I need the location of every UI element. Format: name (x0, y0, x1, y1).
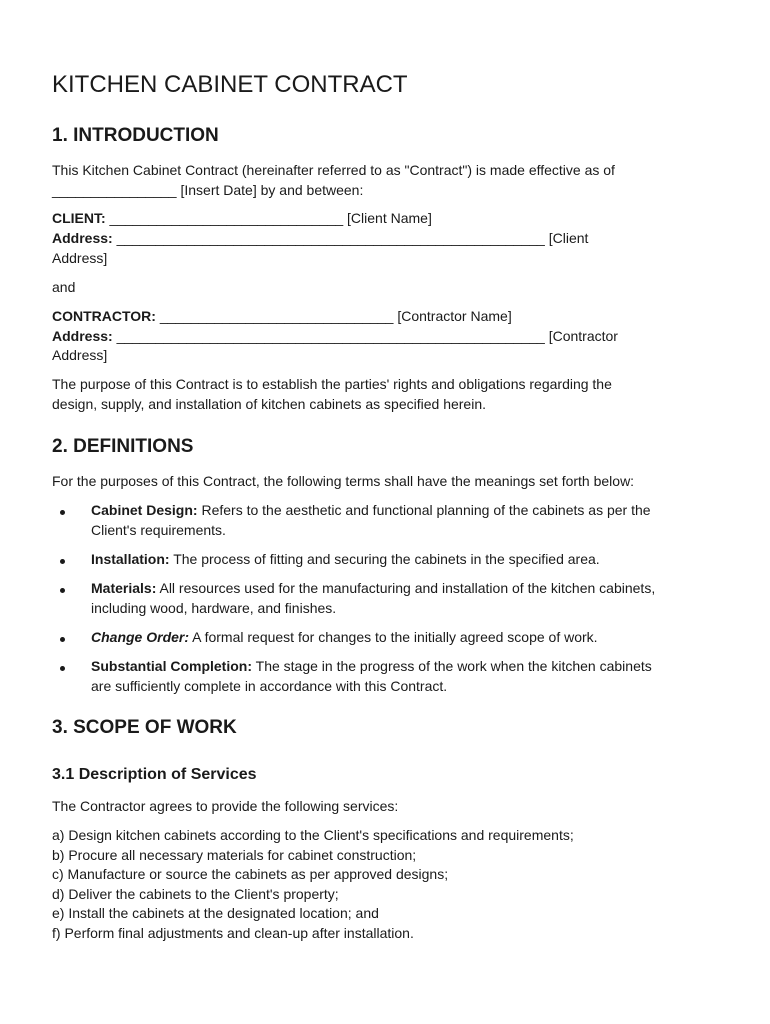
definition-term: Substantial Completion: (91, 658, 252, 674)
contractor-name-blank: ______________________________ (155, 308, 394, 324)
section-heading-scope: 3. SCOPE OF WORK (52, 717, 237, 738)
bullet-icon (60, 559, 65, 564)
client-address-hint: [Client (544, 230, 589, 246)
service-item: f) Perform final adjustments and clean-up after installation. (52, 925, 414, 941)
service-item: b) Procure all necessary materials for cabinet construction; (52, 847, 417, 863)
service-item: c) Manufacture or source the cabinets as per approved designs; (52, 866, 449, 882)
definition-text: The stage in the progress of the work when the kitchen cabinets (252, 658, 652, 674)
date-hint: [Insert Date] by and between: (176, 182, 364, 198)
definition-item (91, 656, 652, 676)
purpose-line-1: The purpose of this Contract is to establish the parties' rights and obligations regarding the (52, 376, 612, 392)
document-title: KITCHEN CABINET CONTRACT (52, 71, 408, 98)
definition-item (91, 627, 598, 647)
bullet-icon (60, 666, 65, 671)
definition-item (91, 549, 600, 569)
contractor-address-hint-cont: Address] (52, 347, 108, 363)
client-address-blank: _______________________________________________________ (112, 230, 545, 246)
definition-term: Cabinet Design: (91, 502, 198, 518)
service-item: a) Design kitchen cabinets according to the Client's specifications and requirements; (52, 827, 574, 843)
client-address-hint-cont: Address] (52, 250, 108, 266)
client-label: CLIENT: (52, 210, 106, 226)
contractor-name-hint: [Contractor Name] (393, 308, 512, 324)
definition-text-cont: Client's requirements. (91, 522, 226, 538)
contractor-address-blank: _______________________________________________________ (112, 328, 545, 344)
client-name-blank: ______________________________ (105, 210, 344, 226)
bullet-icon (60, 510, 65, 515)
section-heading-definitions: 2. DEFINITIONS (52, 436, 194, 457)
client-name-hint: [Client Name] (343, 210, 432, 226)
definition-text: A formal request for changes to the initially agreed scope of work. (189, 629, 598, 645)
intro-paragraph-line-2 (52, 180, 363, 200)
definition-term: Change Order: (91, 629, 190, 645)
services-intro: The Contractor agrees to provide the following services: (52, 798, 399, 814)
definition-item (91, 578, 655, 598)
contractor-address-hint: [Contractor (544, 328, 618, 344)
definition-term: Materials: (91, 580, 157, 596)
service-item: d) Deliver the cabinets to the Client's property; (52, 886, 339, 902)
definition-text: All resources used for the manufacturing and installation of the kitchen cabinets, (156, 580, 656, 596)
definitions-intro: For the purposes of this Contract, the following terms shall have the meanings set forth below: (52, 473, 635, 489)
contractor-address-line (52, 326, 618, 346)
client-line (52, 208, 432, 228)
contractor-address-label: Address: (52, 328, 113, 344)
definition-item (91, 500, 651, 520)
date-blank: ________________ (52, 182, 177, 198)
definition-text: The process of fitting and securing the cabinets in the specified area. (169, 551, 600, 567)
definition-term: Installation: (91, 551, 170, 567)
service-item: e) Install the cabinets at the designated location; and (52, 905, 379, 921)
definition-text-cont: including wood, hardware, and finishes. (91, 600, 337, 616)
definition-text: Refers to the aesthetic and functional planning of the cabinets as per the (197, 502, 651, 518)
contractor-label: CONTRACTOR: (52, 308, 156, 324)
bullet-icon (60, 588, 65, 593)
and-text: and (52, 279, 76, 295)
definition-text-cont: are sufficiently complete in accordance with this Contract. (91, 678, 448, 694)
contractor-line (52, 306, 512, 326)
section-heading-introduction: 1. INTRODUCTION (52, 125, 219, 146)
bullet-icon (60, 637, 65, 642)
client-address-line (52, 228, 588, 248)
intro-paragraph-line-1: This Kitchen Cabinet Contract (hereinafter referred to as "Contract") is made effective as of (52, 162, 615, 178)
client-address-label: Address: (52, 230, 113, 246)
subsection-heading-services: 3.1 Description of Services (52, 766, 257, 783)
purpose-line-2: design, supply, and installation of kitchen cabinets as specified herein. (52, 396, 487, 412)
